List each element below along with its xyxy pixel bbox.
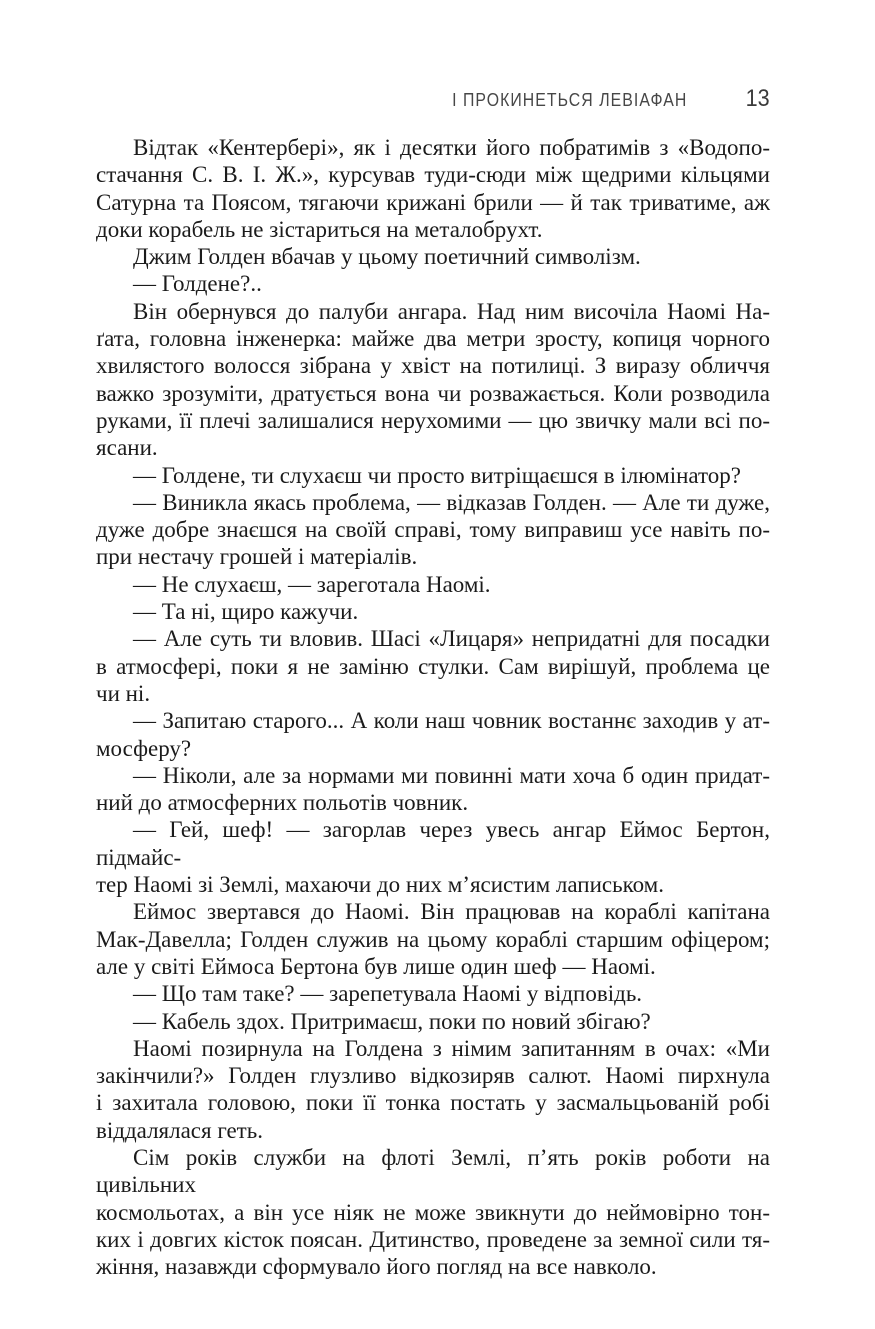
text-line: Сатурна та Поясом, тягаючи крижані брили — й так триватиме, аж <box>96 189 770 215</box>
text-line: — Та ні, щиро кажучи. <box>133 599 359 625</box>
text-line: дуже добре знаєшся на своїй справі, тому виправиш усе навіть по- <box>96 517 770 543</box>
running-header <box>96 85 770 113</box>
text-line: ґата, головна інженерка: майже два метри зросту, копиця чорного <box>96 326 770 352</box>
text-line: — Голдене, ти слухаєш чи просто витріщаєшся в ілюмінатор? <box>133 462 741 488</box>
text-line: — Виникла якась проблема, — відказав Голден. — Але ти дуже, <box>133 489 770 515</box>
text-line: руками, її плечі залишалися нерухомими — цю звичку мали всі по- <box>96 407 770 433</box>
text-line: — Ніколи, але за нормами ми повинні мати хоча б один придат- <box>133 762 770 788</box>
text-line: в атмосфері, поки я не заміню стулки. Сам вирішуй, проблема це <box>96 653 770 679</box>
text-line: — Не слухаєш, — зареготала Наомі. <box>133 571 491 597</box>
text-line: космольотах, а він усе ніяк не може звикнути до неймовірно тон- <box>96 1199 770 1225</box>
text-line: — Голдене?.. <box>133 271 262 297</box>
text-line: Він обернувся до палуби ангара. Над ним височіла Наомі На- <box>133 298 770 324</box>
text-line: ясани. <box>96 435 158 461</box>
text-line: Сім років служби на флоті Землі, п’ять років роботи на цивільних <box>96 1144 770 1198</box>
text-line: тер Наомі зі Землі, махаючи до них м’ясистим лаписьком. <box>96 872 664 898</box>
text-line: доки корабель не зістариться на металобрухт. <box>96 216 543 242</box>
text-line: — Але суть ти вловив. Шасі «Лицаря» непридатні для посадки <box>133 626 770 652</box>
text-line: жіння, назавжди сформувало його погляд на все навколо. <box>96 1254 657 1280</box>
text-line: Мак-Давелла; Голден служив на цьому кораблі старшим офіцером; <box>96 926 770 952</box>
page-number: 13 <box>745 85 770 112</box>
text-line: — Гей, шеф! — загорлав через увесь ангар Еймос Бертон, підмайс- <box>96 817 770 870</box>
text-line: — Запитаю старого... А коли наш човник востаннє заходив у ат- <box>133 708 770 734</box>
text-line: Відтак «Кентербері», як і десятки його побратимів з «Водопо- <box>133 135 770 160</box>
text-line: ких і довгих кісток поясан. Дитинство, проведене за земної сили тя- <box>96 1226 770 1252</box>
text-line: але у світі Еймоса Бертона був лише один шеф — Наомі. <box>96 953 656 979</box>
page-body <box>96 134 770 1280</box>
text-line: мосферу? <box>96 735 192 761</box>
text-line: віддалялася геть. <box>96 1117 263 1143</box>
text-line: — Кабель здох. Притримаєш, поки по новий збігаю? <box>133 1008 651 1034</box>
text-line: чи ні. <box>96 680 151 706</box>
running-title: І ПРОКИНЕТЬСЯ ЛЕВІАФАН <box>452 90 688 110</box>
text-line: при нестачу грошей і матеріалів. <box>96 544 418 570</box>
text-line: важко зрозуміти, дратується вона чи розважається. Коли розводила <box>96 380 770 406</box>
text-line: Наомі позирнула на Голдена з німим запитанням в очах: «Ми <box>133 1035 770 1061</box>
text-line: закінчили?» Голден глузливо відкозиряв салют. Наомі пирхнула <box>96 1063 770 1089</box>
text-line: і захитала головою, поки її тонка постать у засмальцьованій робі <box>96 1090 770 1116</box>
text-line: ний до атмосферних польотів човник. <box>96 790 469 816</box>
text-line: стачання С. В. І. Ж.», курсував туди-сюди між щедрими кільцями <box>96 162 770 188</box>
text-line: Еймос звертався до Наомі. Він працював на кораблі капітана <box>133 899 770 925</box>
text-line: хвилястого волосся зібрана у хвіст на потилиці. З виразу обличчя <box>96 353 770 379</box>
text-line: — Що там таке? — зарепетувала Наомі у відповідь. <box>133 981 643 1007</box>
text-line: Джим Голден вбачав у цьому поетичний символізм. <box>133 244 641 270</box>
